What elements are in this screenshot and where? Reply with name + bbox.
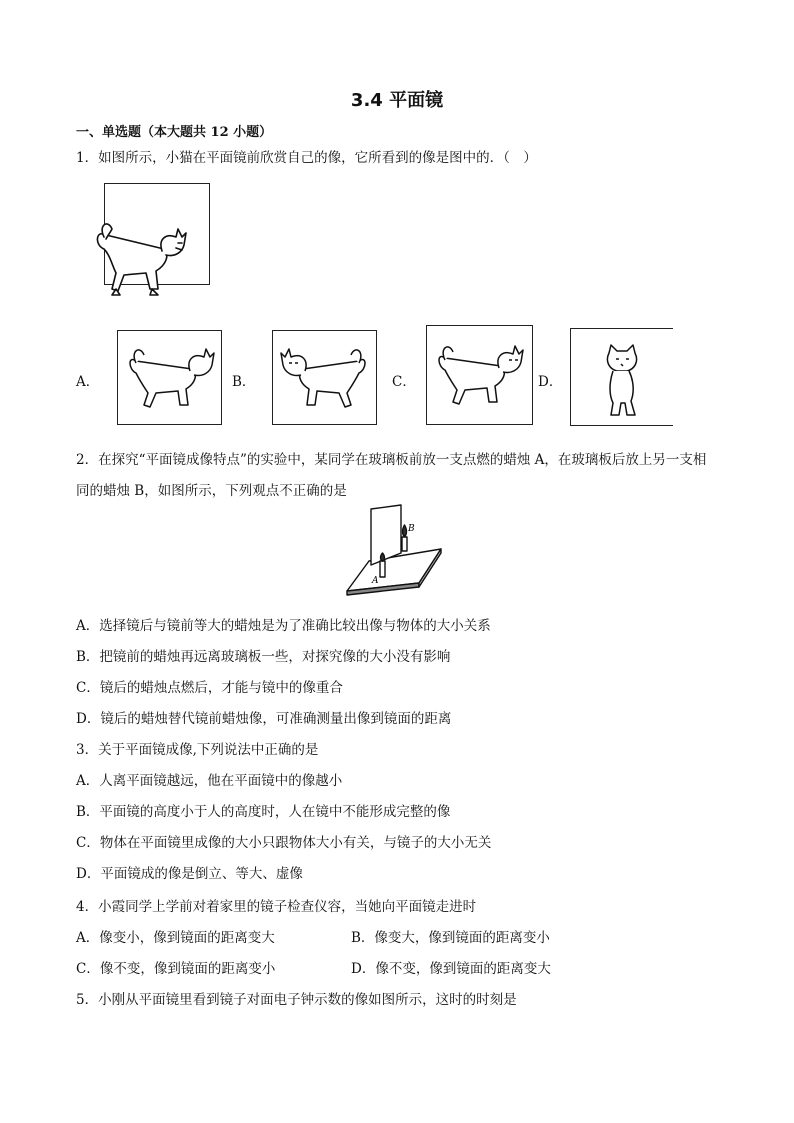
cat-drawing xyxy=(86,215,196,300)
candle-b xyxy=(402,537,407,551)
q2-option-c[interactable]: C．镜后的蜡烛点燃后，才能与镜中的像重合 xyxy=(76,680,343,696)
cat-option-b-icon xyxy=(277,343,373,413)
q4-option-a[interactable]: A．像变小，像到镜面的距离变大 xyxy=(76,930,275,946)
q4-option-b[interactable]: B．像变大，像到镜面的距离变小 xyxy=(351,930,550,946)
q1-option-c-frame[interactable] xyxy=(426,325,533,425)
cat-option-a-icon xyxy=(122,343,218,413)
page-title: 3.4 平面镜 xyxy=(350,90,444,111)
q1-option-a-label: A． xyxy=(76,374,100,390)
q3-option-c[interactable]: C．物体在平面镜里成像的大小只跟物体大小有关，与镜子的大小无关 xyxy=(76,835,492,851)
q2-stem-line1: 2．在探究“平面镜成像特点”的实验中，某同学在玻璃板前放一支点燃的蜡烛 A，在玻璃板后放上另一支相 xyxy=(76,452,707,468)
candle-a-label: A xyxy=(372,576,379,586)
q4-stem: 4．小霞同学上学前对着家里的镜子检查仪容，当她向平面镜走进时 xyxy=(76,899,477,915)
section-heading: 一、单选题（本大题共 12 小题） xyxy=(76,125,273,140)
q1-option-c-label: C． xyxy=(392,374,416,390)
q1-option-d-frame[interactable] xyxy=(570,328,673,426)
q3-option-b[interactable]: B．平面镜的高度小于人的高度时，人在镜中不能形成完整的像 xyxy=(76,804,451,820)
q2-option-a[interactable]: A．选择镜后与镜前等大的蜡烛是为了准确比较出像与物体的大小关系 xyxy=(76,618,491,634)
q1-option-b-label: B． xyxy=(232,374,256,390)
q1-option-d-label: D． xyxy=(538,374,563,390)
q1-option-b-frame[interactable] xyxy=(272,330,377,425)
cat-option-c-icon xyxy=(431,340,527,410)
q3-stem: 3．关于平面镜成像,下列说法中正确的是 xyxy=(76,742,319,758)
q2-candle-figure xyxy=(345,503,445,598)
q4-option-d[interactable]: D．像不变，像到镜面的距离变大 xyxy=(351,961,551,977)
q4-option-c[interactable]: C．像不变，像到镜面的距离变小 xyxy=(76,961,276,977)
candle-a xyxy=(380,561,385,577)
q1-option-a-frame[interactable] xyxy=(117,330,222,425)
q2-stem-line2: 同的蜡烛 B，如图所示，下列观点不正确的是 xyxy=(76,483,347,499)
candle-b-label: B xyxy=(408,524,415,534)
q3-option-d[interactable]: D．平面镜成的像是倒立、等大、虚像 xyxy=(76,866,303,882)
q2-option-b[interactable]: B．把镜前的蜡烛再远离玻璃板一些，对探究像的大小没有影响 xyxy=(76,649,451,665)
cat-option-d-icon xyxy=(599,343,645,419)
q5-stem: 5．小刚从平面镜里看到镜子对面电子钟示数的像如图所示，这时的时刻是 xyxy=(76,992,517,1008)
q3-option-a[interactable]: A．人离平面镜越远，他在平面镜中的像越小 xyxy=(76,773,343,789)
q1-stem: 1．如图所示，小猫在平面镜前欣赏自己的像，它所看到的像是图中的．（ ） xyxy=(76,150,537,166)
q2-option-d[interactable]: D．镜后的蜡烛替代镜前蜡烛像，可准确测量出像到镜面的距离 xyxy=(76,711,452,727)
